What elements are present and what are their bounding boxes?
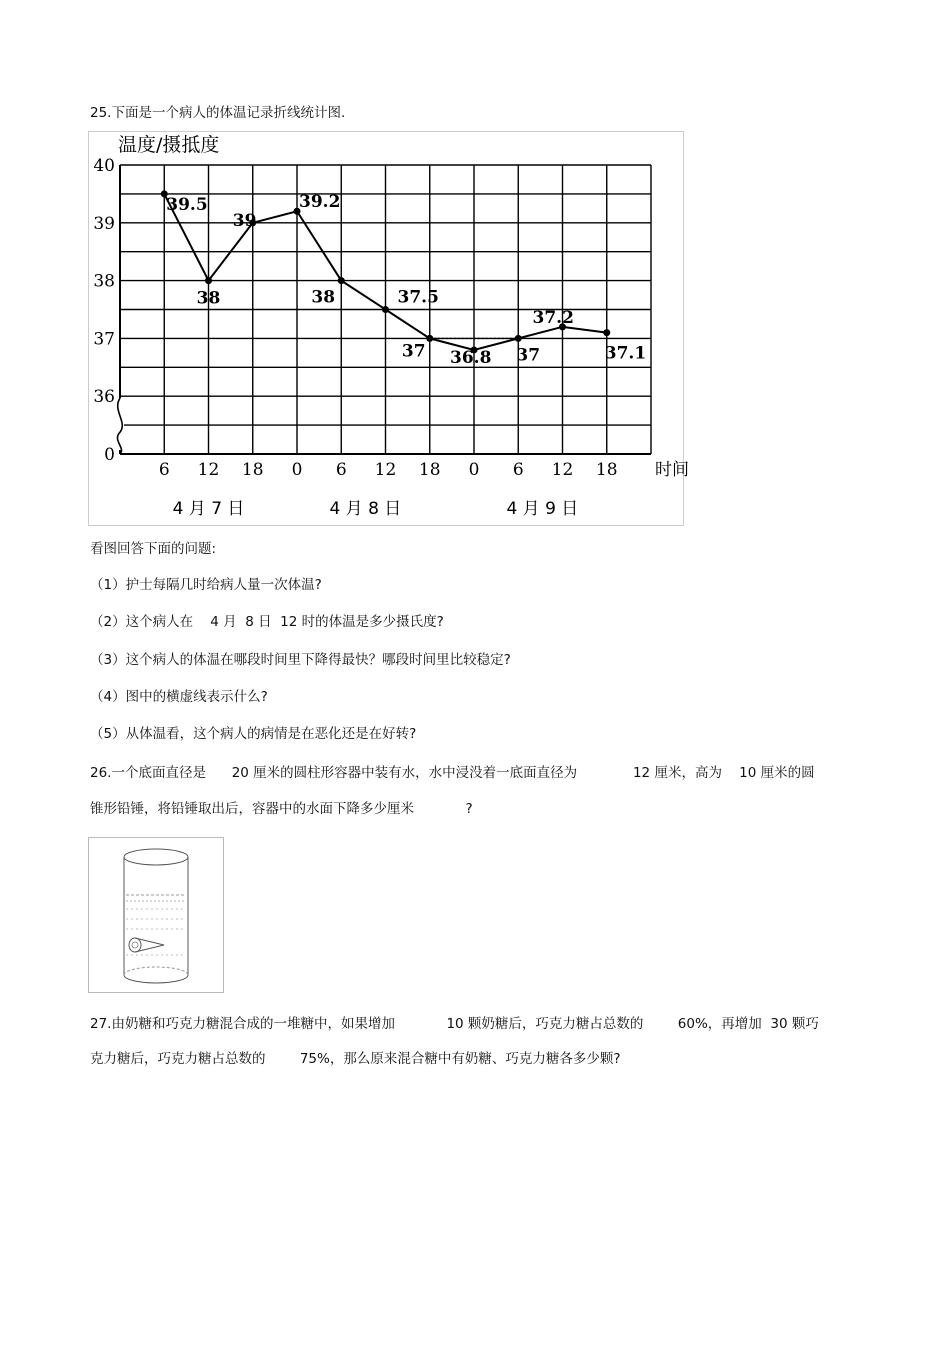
data-point [338, 277, 345, 284]
x-tick-label: 12 [374, 460, 397, 480]
data-label: 37 [401, 341, 426, 362]
x-tick-label: 12 [551, 460, 574, 480]
x-tick-label: 0 [291, 460, 303, 480]
q25-question-1: （1）护士每隔几时给病人量一次体温? [90, 577, 322, 593]
data-point [603, 329, 610, 336]
x-tick-label: 18 [418, 460, 441, 480]
y-tick-label: 0 [104, 445, 115, 465]
q25-question-4: （4）图中的横虚线表示什么? [90, 689, 268, 705]
cylinder-figure [88, 837, 224, 993]
q25-prompt: 看图回答下面的问题: [90, 541, 217, 557]
q26-text-line-1: 26.一个底面直径是 20 厘米的圆柱形容器中装有水，水中浸没着一底面直径为 12 厘米，高为 10 厘米的圆 [90, 765, 815, 781]
data-point [515, 335, 522, 342]
data-label: 36.8 [450, 347, 492, 368]
data-label: 37.1 [604, 343, 647, 364]
y-tick-label: 38 [93, 271, 115, 292]
day-label: 4 月 9 日 [506, 499, 579, 519]
data-label: 37.2 [532, 307, 574, 328]
x-tick-label: 18 [241, 460, 264, 480]
q27-text-line-1: 27.由奶糖和巧克力糖混合成的一堆糖中，如果增加 10 颗奶糖后，巧克力糖占总数的 60%，再增加 30 颗巧 [90, 1016, 819, 1032]
cylinder-with-cone-image [88, 837, 224, 993]
q27-text-line-2: 克力糖后，巧克力糖占总数的 75%，那么原来混合糖中有奶糖、巧克力糖各多少颗? [90, 1051, 621, 1067]
data-label: 38 [196, 288, 221, 309]
day-label: 4 月 7 日 [172, 499, 245, 519]
x-tick-label: 0 [468, 460, 480, 480]
y-tick-label: 39 [93, 213, 115, 234]
chart-svg [88, 131, 689, 526]
data-point [205, 277, 212, 284]
q26-text-line-2: 锥形铅锤，将铅锤取出后，容器中的水面下降多少厘米 ? [90, 801, 473, 817]
x-tick-label: 6 [512, 460, 524, 480]
y-tick-label: 40 [93, 156, 115, 176]
y-axis-title: 温度/摄抵度 [118, 134, 220, 156]
q25-title: 25.下面是一个病人的体温记录折线统计图. [90, 105, 346, 121]
q25-question-5: （5）从体温看，这个病人的病情是在恶化还是在好转? [90, 726, 417, 742]
y-tick-label: 37 [93, 329, 115, 350]
x-axis-title: 时间 [655, 460, 689, 480]
y-tick-label: 36 [93, 387, 115, 408]
data-label: 39 [232, 210, 257, 231]
x-tick-label: 6 [158, 460, 170, 480]
data-label: 38 [311, 287, 336, 308]
data-point [426, 335, 433, 342]
data-label: 39.5 [166, 194, 208, 215]
temperature-line-chart [88, 131, 689, 526]
x-tick-label: 18 [595, 460, 618, 480]
data-label: 37.5 [397, 287, 439, 308]
data-point [382, 306, 389, 313]
q25-question-3: （3）这个病人的体温在哪段时间里下降得最快？哪段时间里比较稳定? [90, 652, 511, 668]
x-tick-label: 6 [335, 460, 347, 480]
data-label: 39.2 [299, 192, 341, 213]
q25-question-2: （2）这个病人在 4 月 8 日 12 时的体温是多少摄氏度? [90, 614, 444, 630]
x-tick-label: 12 [197, 460, 220, 480]
day-label: 4 月 8 日 [329, 499, 402, 519]
data-label: 37 [516, 345, 541, 366]
